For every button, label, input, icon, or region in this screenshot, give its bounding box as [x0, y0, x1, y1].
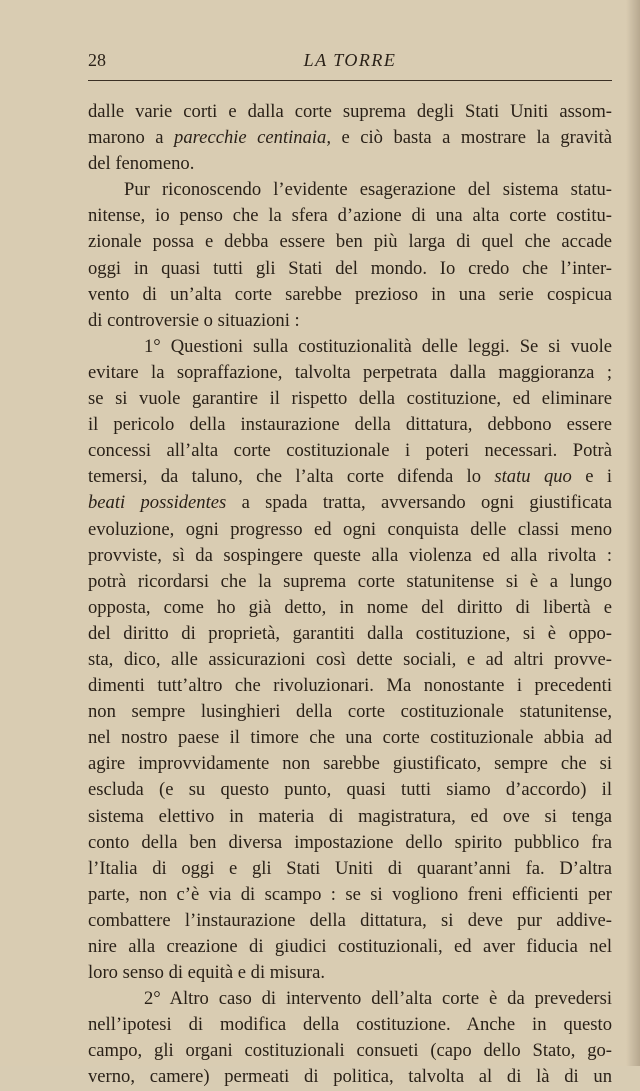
- text-line: beati possidentes a spada tratta, avversando ogni giustificata: [88, 492, 612, 514]
- text-line: vento di un’alta corte sarebbe prezioso in una serie cospicua: [88, 283, 612, 305]
- text-line: evitare la sopraffazione, talvolta perpetrata dalla maggioranza ;: [88, 361, 612, 383]
- text-line: campo, gli organi costituzionali consueti (capo dello Stato, go-: [88, 1040, 612, 1062]
- text-line: nell’ipotesi di modifica della costituzione. Anche in questo: [88, 1014, 612, 1036]
- text-line: oggi in quasi tutti gli Stati del mondo. Io credo che l’inter-: [88, 257, 612, 279]
- text-line: sistema elettivo in materia di magistratura, ed ove si tenga: [88, 805, 612, 827]
- text-line: evoluzione, ogni progresso ed ogni conquista delle classi meno: [88, 518, 612, 540]
- text-line: il pericolo della instaurazione della dittatura, debbono essere: [88, 414, 612, 436]
- text-line: conto della ben diversa impostazione dello spirito pubblico fra: [88, 831, 612, 853]
- text-line: se si vuole garantire il rispetto della costituzione, ed eliminare: [88, 388, 612, 410]
- page-number: 28: [88, 50, 106, 70]
- text-line: nel nostro paese il timore che una corte costituzionale abbia ad: [88, 727, 612, 749]
- text-line: zionale possa e debba essere ben più larga di quel che accade: [88, 231, 612, 253]
- text-line: non sempre lusinghieri della corte costituzionale statunitense,: [88, 701, 612, 723]
- text-line: 1° Questioni sulla costituzionalità delle leggi. Se si vuole: [144, 335, 612, 357]
- running-title: LA TORRE: [303, 50, 397, 70]
- text-line: concessi all’alta corte costituzionale i poteri necessari. Potrà: [88, 440, 612, 462]
- text-line: dimenti tutt’altro che rivoluzionari. Ma nonostante i precedenti: [88, 675, 612, 697]
- text-line: potrà ricordarsi che la suprema corte statunitense si è a lungo: [88, 570, 612, 592]
- text-line: marono a parecchie centinaia, e ciò basta a mostrare la gravità: [88, 127, 612, 149]
- text-line: temersi, da taluno, che l’alta corte difenda lo statu quo e i: [88, 466, 612, 488]
- text-line: nitense, io penso che la sfera d’azione di una alta corte costitu-: [88, 205, 612, 227]
- text-line: Pur riconoscendo l’evidente esagerazione del sistema statu-: [124, 179, 612, 201]
- text-line: loro senso di equità e di misura.: [88, 962, 326, 984]
- text-line: l’Italia di oggi e gli Stati Uniti di quarant’anni fa. D’altra: [88, 857, 612, 879]
- text-line: sta, dico, alle assicurazioni così dette sociali, e ad altri provve-: [88, 648, 612, 670]
- text-line: del fenomeno.: [88, 153, 195, 175]
- text-line: escluda (e su questo punto, quasi tutti siamo d’accordo) il: [88, 779, 612, 801]
- text-line: 2° Altro caso di intervento dell’alta corte è da prevedersi: [144, 988, 612, 1010]
- page-edge-shadow: [626, 0, 640, 1066]
- text-line: dalle varie corti e dalla corte suprema degli Stati Uniti assom-: [88, 101, 612, 122]
- text-line: nire alla creazione di giudici costituzionali, ed aver fiducia nel: [88, 936, 612, 957]
- body-text: [88, 99, 612, 1091]
- text-line: provviste, sì da sospingere queste alla violenza ed alla rivolta :: [88, 544, 612, 566]
- text-line: opposta, come ho già detto, in nome del diritto di libertà e: [88, 596, 612, 618]
- header-rule: [88, 80, 612, 81]
- text-line: di controversie o situazioni :: [88, 309, 300, 331]
- text-line: agire improvvidamente non sarebbe giustificato, sempre che si: [88, 753, 612, 775]
- text-line: del diritto di proprietà, garantiti dalla costituzione, si è oppo-: [88, 622, 612, 644]
- page-header: [88, 50, 612, 74]
- text-line: verno, camere) permeati di politica, talvolta al di là di un: [88, 1066, 612, 1088]
- text-line: parte, non c’è via di scampo : se si vogliono freni efficienti per: [88, 883, 612, 905]
- text-line: combattere l’instaurazione della dittatura, si deve pur addive-: [88, 909, 612, 931]
